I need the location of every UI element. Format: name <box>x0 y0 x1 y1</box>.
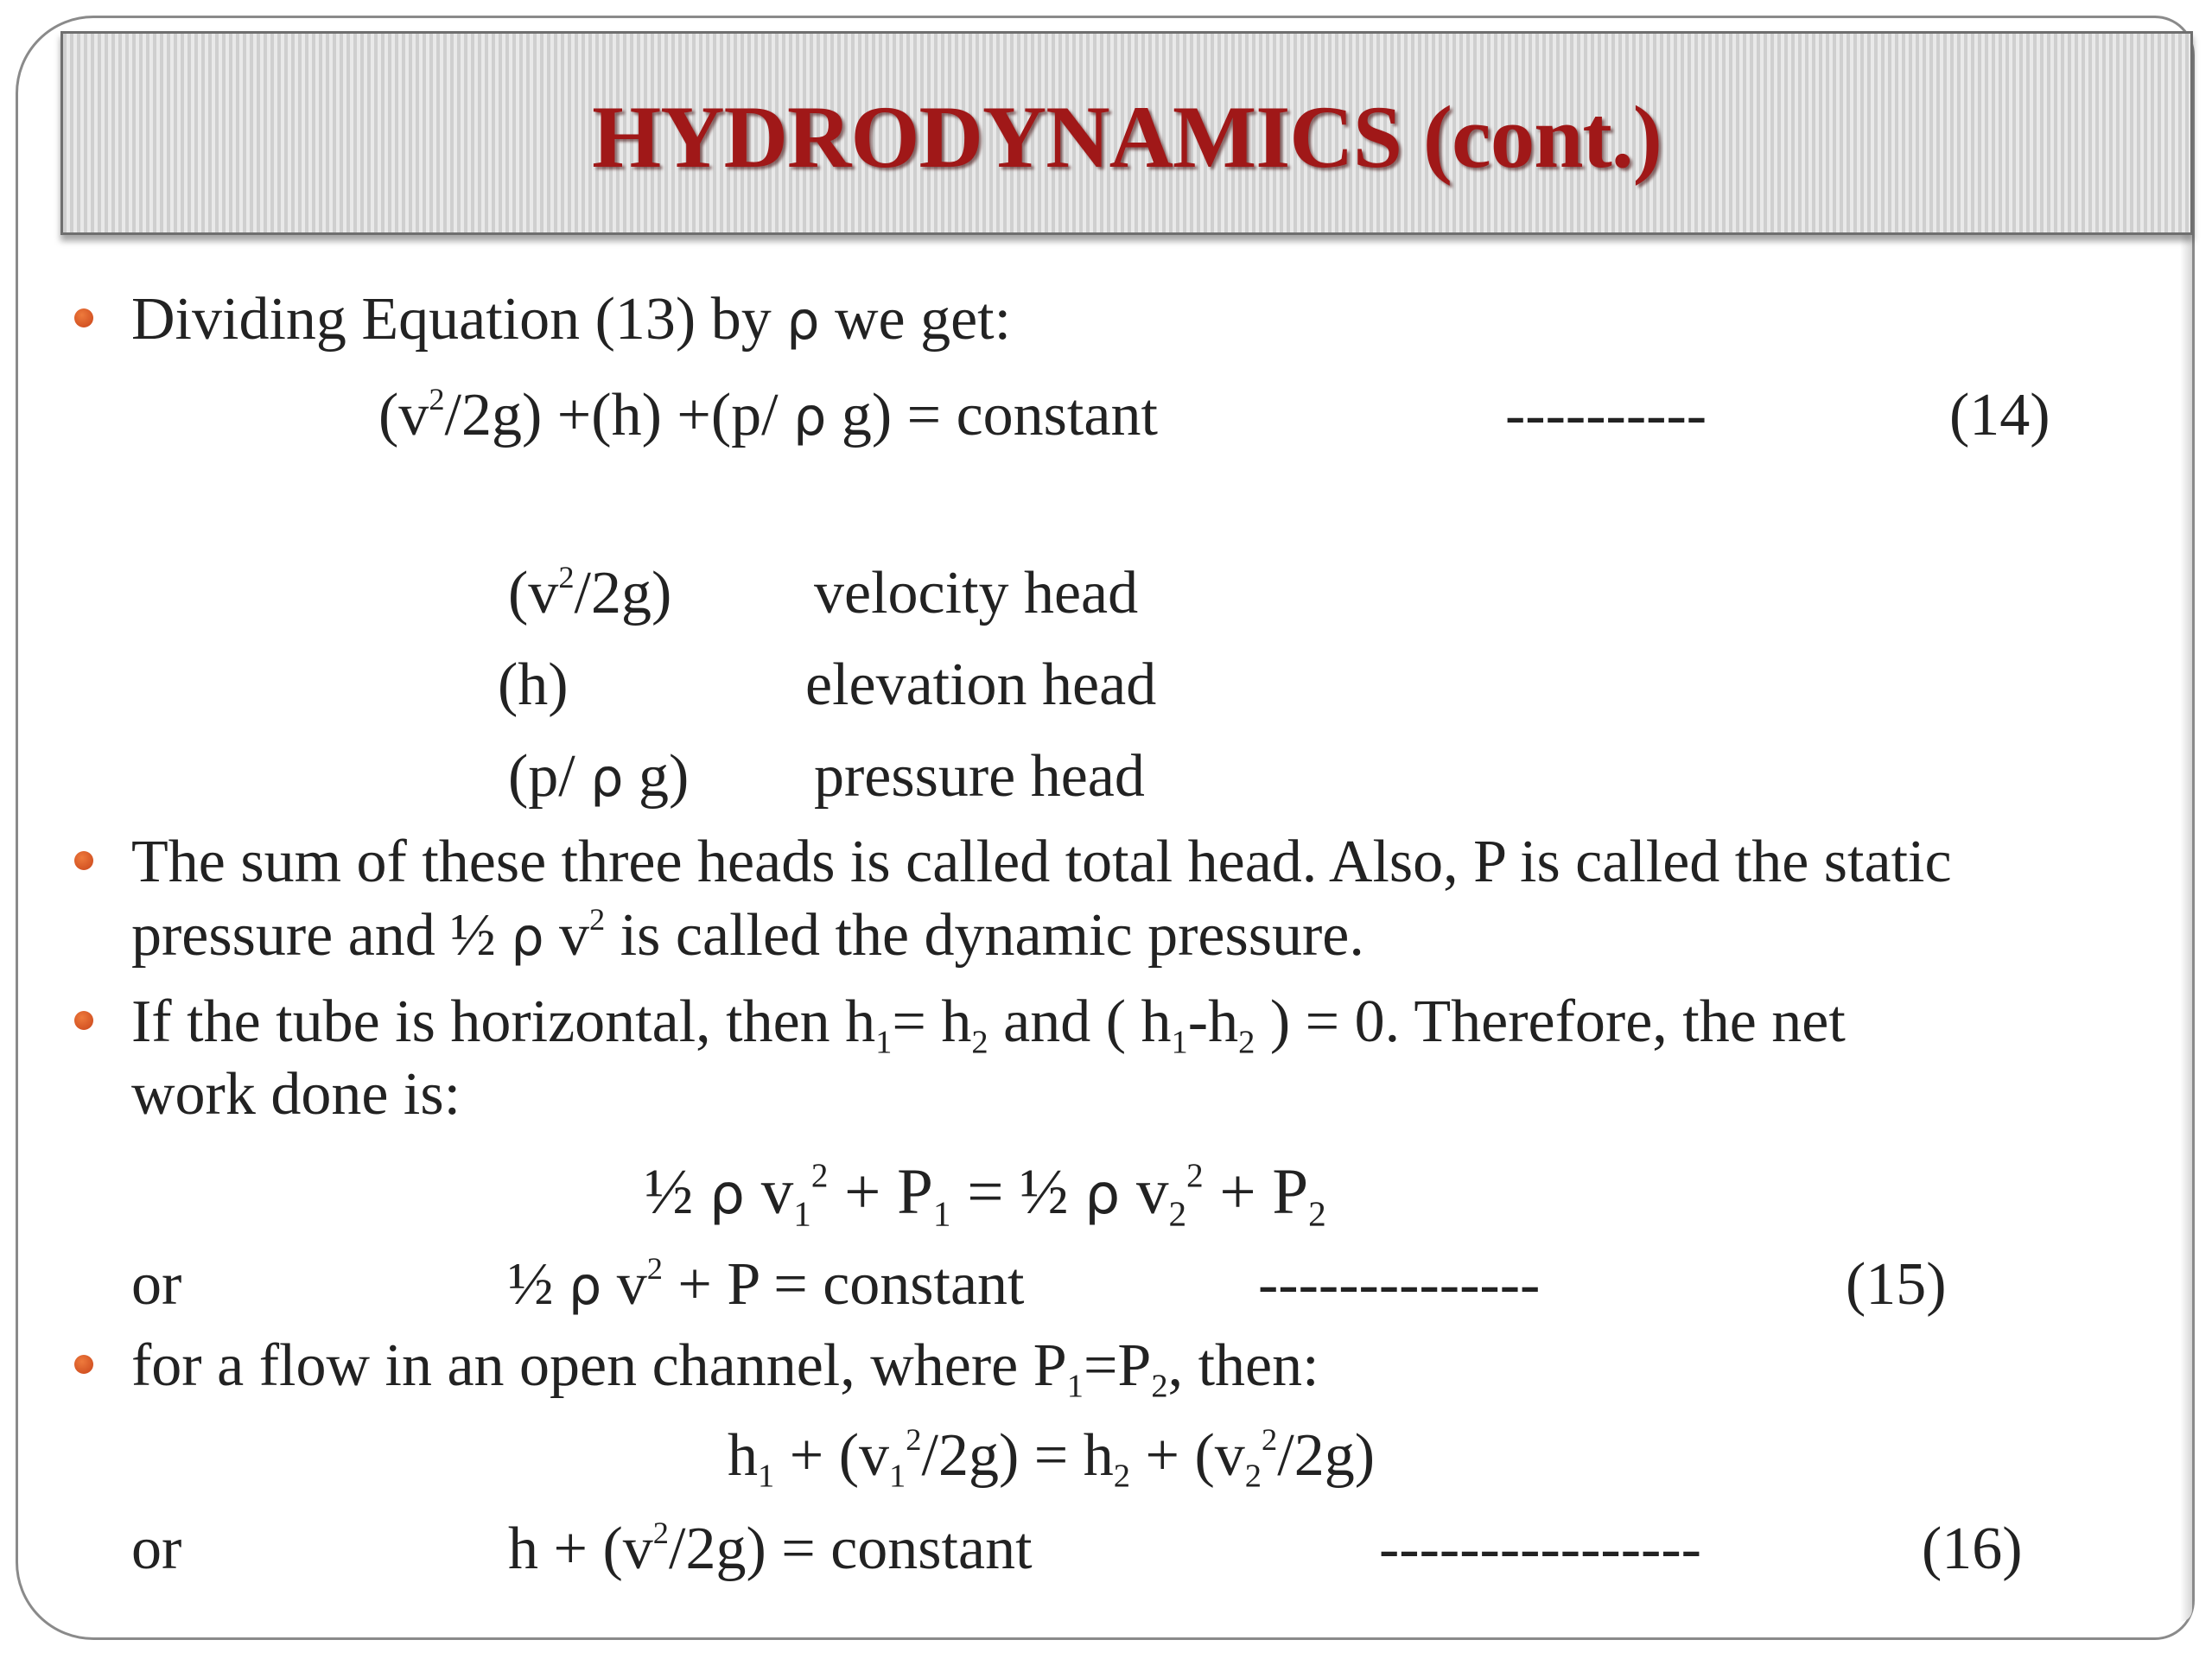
equation-energy-balance <box>645 1156 1326 1234</box>
eq-part: + P <box>828 1156 933 1228</box>
head-term-part: (v <box>508 560 559 626</box>
rho-symbol: ρ <box>511 907 544 968</box>
eq-sub: 1 <box>932 1193 951 1234</box>
eq14-dashes: ---------- <box>1505 382 1707 448</box>
bullet-3-sub: 2 <box>971 1024 988 1061</box>
rho-symbol: ρ <box>793 387 827 448</box>
eq-part: v <box>1120 1156 1169 1228</box>
eq16-number: (16) <box>1922 1516 2023 1582</box>
head-term-part: /2g) <box>574 560 672 626</box>
head-term-part: g) <box>623 743 690 810</box>
head-label-velocity: velocity head <box>814 560 1139 626</box>
bullet-3-part: = h <box>892 988 972 1055</box>
head-label-pressure: pressure head <box>814 743 1145 810</box>
rho-symbol: ρ <box>1084 1162 1121 1227</box>
equation-14 <box>378 381 1158 448</box>
eq-sub: 2 <box>1168 1193 1187 1234</box>
eq-part: ½ <box>645 1156 709 1228</box>
rho-symbol: ρ <box>590 748 624 809</box>
bullet-3-sub: 1 <box>875 1024 893 1061</box>
eq-sup: 2 <box>906 1421 922 1457</box>
eq-part: h <box>728 1422 758 1489</box>
bullet-2-line-2 <box>131 901 1364 969</box>
eq-sub: 2 <box>1244 1458 1262 1495</box>
eq14-part: g) = constant <box>826 382 1158 448</box>
eq-part: = ½ <box>950 1156 1085 1228</box>
eq16-dashes: ---------------- <box>1379 1516 1701 1582</box>
eq16-part: h + (v <box>508 1516 653 1582</box>
rho-symbol: ρ <box>709 1162 745 1227</box>
eq14-part: /2g) +(h) +(p/ <box>444 382 794 448</box>
head-term-velocity <box>508 559 672 626</box>
bullet-1-marker <box>74 308 93 327</box>
eq-sub: 2 <box>1308 1193 1326 1234</box>
bullet-3-line-1 <box>131 988 1846 1061</box>
eq14-part: (v <box>378 382 429 448</box>
bullet-3-part: and ( h <box>988 988 1172 1055</box>
eq-part: + P <box>1203 1156 1309 1228</box>
eq16-or: or <box>131 1516 182 1582</box>
slide-title: HYDRODYNAMICS (cont.) <box>592 88 1662 187</box>
bullet-1-text <box>131 286 1012 353</box>
title-bar <box>60 31 2193 235</box>
head-label-elevation: elevation head <box>805 652 1157 718</box>
bullet-3-sub: 1 <box>1171 1024 1188 1061</box>
eq15-number: (15) <box>1846 1251 1947 1318</box>
bullet-4-part: for a flow in an open channel, where P <box>131 1332 1067 1399</box>
eq-part: v <box>744 1156 794 1228</box>
bullet-4-sub: 1 <box>1066 1368 1084 1405</box>
bullet-2-part: pressure and ½ <box>131 902 512 969</box>
eq-part: /2g) <box>1277 1422 1376 1489</box>
head-term-part: (h) <box>498 652 569 718</box>
head-term-pressure <box>508 743 690 810</box>
bullet-4-marker <box>74 1355 93 1374</box>
bullet-2-sup: 2 <box>589 901 606 937</box>
eq14-number: (14) <box>1949 382 2050 448</box>
eq15-part: ½ <box>508 1251 569 1318</box>
eq-part: + (v <box>774 1422 890 1489</box>
eq15-dashes: -------------- <box>1258 1251 1541 1318</box>
eq16-sup: 2 <box>652 1515 669 1550</box>
eq-sub: 1 <box>793 1193 811 1234</box>
bullet-4-part: =P <box>1083 1332 1152 1399</box>
equation-open-channel <box>728 1421 1376 1495</box>
eq-sup: 2 <box>1262 1421 1278 1457</box>
eq-part: + (v <box>1130 1422 1245 1489</box>
bullet-1-text-a: Dividing Equation (13) by <box>131 286 787 353</box>
bullet-2-part: is called the dynamic pressure. <box>605 902 1364 969</box>
eq15-sup: 2 <box>646 1250 663 1286</box>
bullet-3-part: ) = 0. Therefore, the net <box>1255 988 1846 1055</box>
head-term-part: (p/ <box>508 743 591 810</box>
bullet-4-text <box>131 1332 1319 1405</box>
rho-symbol: ρ <box>569 1256 602 1317</box>
eq-sup: 2 <box>810 1156 829 1194</box>
eq16-part: /2g) = constant <box>669 1516 1033 1582</box>
bullet-3-marker <box>74 1011 93 1030</box>
eq15-or: or <box>131 1251 182 1318</box>
frame-shadow <box>2180 49 2192 1622</box>
eq-sub: 2 <box>1113 1458 1130 1495</box>
equation-15 <box>508 1250 1025 1318</box>
head-term-elevation <box>498 652 569 718</box>
eq15-part: + P = constant <box>662 1251 1025 1318</box>
eq-part: /2g) = h <box>921 1422 1114 1489</box>
bullet-3-sub: 2 <box>1238 1024 1255 1061</box>
eq-sup: 2 <box>1186 1156 1204 1194</box>
eq15-part: v <box>601 1251 647 1318</box>
bullet-3-line-2: work done is: <box>131 1061 461 1128</box>
head-term-sup: 2 <box>558 559 575 594</box>
bullet-2-part: v <box>543 902 590 969</box>
bullet-2-line-1: The sum of these three heads is called total head. Also, P is called the static <box>131 829 1952 895</box>
bullet-4-part: , then: <box>1167 1332 1319 1399</box>
eq14-sup: 2 <box>429 381 445 416</box>
rho-symbol: ρ <box>786 291 820 352</box>
bullet-4-sub: 2 <box>1151 1368 1168 1405</box>
bullet-2-marker <box>74 851 93 870</box>
eq-sub: 1 <box>889 1458 906 1495</box>
bullet-1-text-b: we get: <box>819 286 1012 353</box>
equation-16 <box>508 1515 1033 1582</box>
eq-sub: 1 <box>758 1458 775 1495</box>
bullet-3-part: If the tube is horizontal, then h <box>131 988 876 1055</box>
bullet-3-part: -h <box>1187 988 1239 1055</box>
